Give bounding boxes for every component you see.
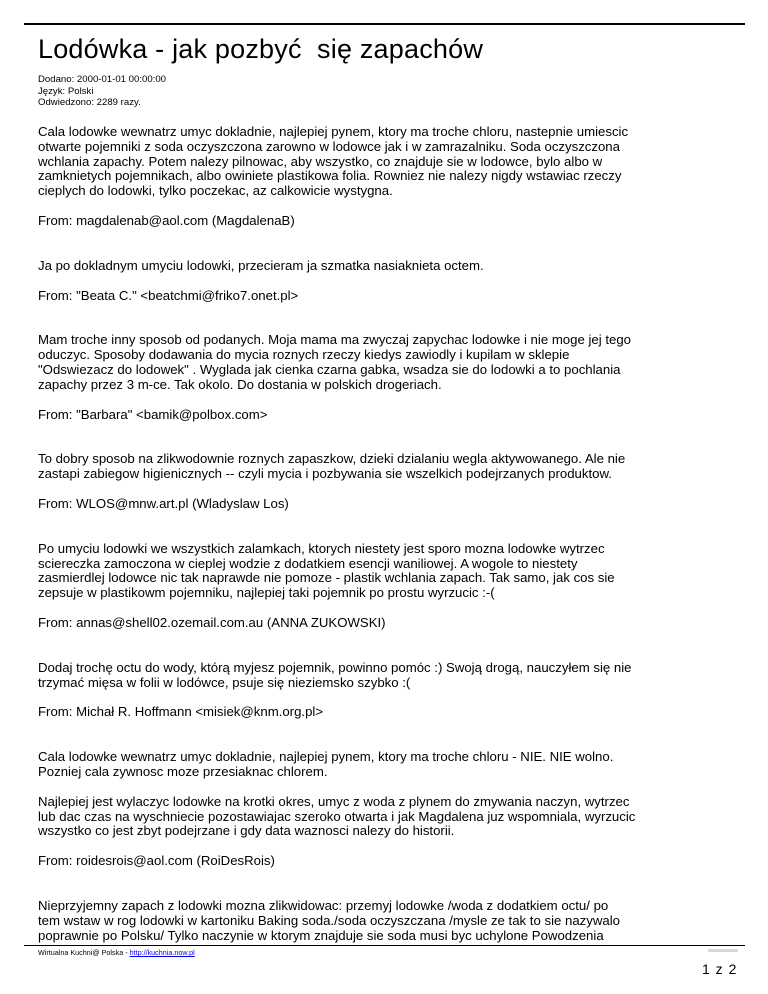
comment-author: From: "Beata C." <beatchmi@friko7.onet.pl> <box>38 287 299 303</box>
article-body <box>38 125 738 943</box>
comment-text: Po umyciu lodowki we wszystkich zalamkach, ktorych niestety jest sporo mozna lodowke wytrzec sciereczka zamoczona w cieplej wodzie z dodatkiem esencji waniliowej. A wogole to niestety zasmierdlej lodowce nic tak naprawde nie pomoze - plastik wchlania zapach. Tak samo, jak cos sie zepsuje w plastikowm pojemniku, najlepiej taki pojemnik po prostu wyrzucic :-( <box>38 540 615 601</box>
comment-author: From: magdalenab@aol.com (MagdalenaB) <box>38 212 295 228</box>
comment-author: From: WLOS@mnw.art.pl (Wladyslaw Los) <box>38 495 289 511</box>
comment-author: From: roidesrois@aol.com (RoiDesRois) <box>38 853 275 869</box>
meta-language: Język: Polski <box>38 85 94 97</box>
comment-text: Cala lodowke wewnatrz umyc dokladnie, najlepiej pynem, ktory ma troche chloru - NIE. NIE wolno. Pozniej cala zywnosc moze przesiaknac chlorem. <box>38 749 614 779</box>
comment-text: To dobry sposob na zlikwodownie roznych zapaszkow, dzieki dzialaniu wegla aktywowanego. Ale nie zastapi zabiegow higienicznych -- czyli mycia i pozbywania sie wszelkich podejrzanych produktow. <box>38 451 626 482</box>
page-number: 1 z 2 <box>702 961 738 977</box>
meta-added: Dodano: 2000-01-01 00:00:00 <box>38 74 167 85</box>
comment-followup-text: Najlepiej jest wylaczyc lodowke na krotki okres, umyc z woda z plynem do zmywania naczyn, wytrzec lub dac czas na wyschniecie pozostawiajac szeroko otwarta i jak Magdalena juz wspomniala, wyrzucic wszystko co jest zbyt podejrzane i gdy data waznosci nalezy do historii. <box>38 793 636 839</box>
page-title: Lodówka - jak pozbyć się zapachów <box>38 34 484 64</box>
meta-visits: Odwiedzono: 2289 razy. <box>38 97 141 108</box>
footer-site-link[interactable]: http://kuchnia.now.pl <box>129 948 195 957</box>
footer <box>38 948 195 957</box>
comment-author: From: Michał R. Hoffmann <misiek@knm.org.pl> <box>38 704 324 720</box>
comment-text: Dodaj trochę octu do wody, którą myjesz pojemnik, powinno pomóc :) Swoją drogą, nauczyłem się nie trzymać mięsa w folii w lodówce, psuje się nieziemsko szybko :( <box>38 659 632 690</box>
comment-text: Nieprzyjemny zapach z lodowki mozna zlikwidowac: przemyj lodowke /woda z dodatkiem octu/ po tem wstaw w rog lodowki w kartoniku Baking soda./soda oczyszczana /mysle ze tak to sie nazywalo poprawnie po Polsku/ Tylko naczynie w ktorym znajduje sie soda musi byc uchylone Powodzenia <box>38 897 620 943</box>
comment-text: Mam troche inny sposob od podanych. Moja mama ma zwyczaj zapychac lodowke i nie moge jej tego oduczyc. Sposoby dodawania do mycia roznych rzeczy kiedys zawiodly i kupilam w sklepie "Odswiezacz do lodowek" . Wyglada jak cienka czarna gabka, wsadza sie do lodowki a to pochlania zapachy przez 3 m-ce. Tak okolo. Do dostania w polskich drogeriach. <box>38 332 631 392</box>
footer-rule <box>24 945 745 946</box>
intro-text: Cala lodowke wewnatrz umyc dokladnie, najlepiej pynem, ktory ma troche chloru, nastepnie umiescic otwarte pojemniki z soda oczyszczona zarowno w lodowce jak i w zamrazalniku. Soda oczyszczona wchlania zapachy. Potem nalezy pilnowac, aby wszystko, co znajduje sie w lodowce, bylo albo w zamknietych pojemnikach, albo owiniete plastikowa folia. Rowniez nie nalezy nigdy wstawiac rzeczy cieplych do lodowki, tylko poczekac, az calkowicie wystygna. <box>38 124 629 199</box>
footer-site-name: Wirtualna Kuchni@ Polska - <box>38 948 130 957</box>
top-rule <box>24 23 745 25</box>
comment-author: From: annas@shell02.ozemail.com.au (ANNA ZUKOWSKI) <box>38 614 386 630</box>
footer-watermark <box>708 949 738 952</box>
comment-author: From: "Barbara" <bamik@polbox.com> <box>38 406 268 422</box>
comment-text: Ja po dokladnym umyciu lodowki, przecieram ja szmatka nasiaknieta octem. <box>38 257 484 273</box>
article-meta <box>38 74 166 109</box>
